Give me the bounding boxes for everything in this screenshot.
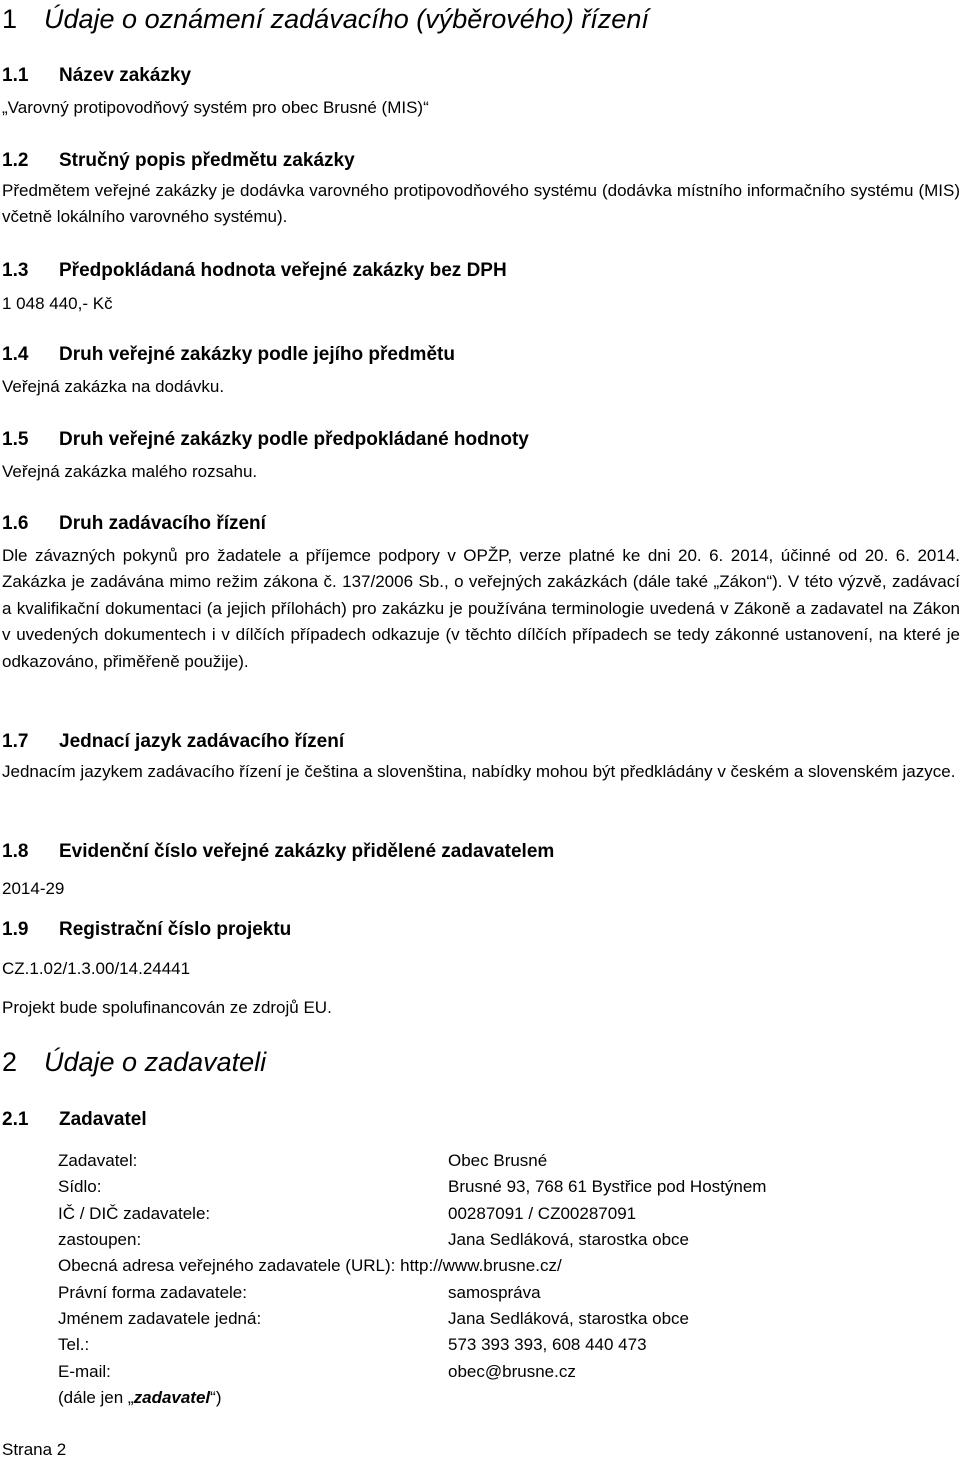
section-1-heading xyxy=(2,6,649,33)
section-2-1-heading xyxy=(2,1110,147,1129)
section-1-8-heading xyxy=(2,842,554,861)
row-value: Brusné 93, 768 61 Bystřice pod Hostýnem xyxy=(448,1177,767,1197)
registration-number: CZ.1.02/1.3.00/14.24441 xyxy=(2,959,191,978)
row-value: Obec Brusné xyxy=(448,1151,548,1171)
section-title: Druh veřejné zakázky podle předpokládané hodnoty xyxy=(59,429,529,450)
subject-description: Předmětem veřejné zakázky je dodávka varovného protipovodňového systému (dodávka místního informačního systému (MIS) včetně lokálního varovného systému). xyxy=(2,181,960,227)
section-number: 1.2 xyxy=(2,150,29,171)
row-value: Jana Sedláková, starostka obce xyxy=(448,1308,689,1328)
section-number: 1 xyxy=(2,4,18,34)
section-title: Předpokládaná hodnota veřejné zakázky bez DPH xyxy=(59,260,507,281)
row-value: samospráva xyxy=(448,1282,541,1302)
section-number: 1.1 xyxy=(2,65,29,86)
section-number: 1.3 xyxy=(2,260,29,281)
section-1-6-heading xyxy=(2,514,266,533)
url-value[interactable]: http://www.brusne.cz/ xyxy=(400,1256,562,1276)
evidence-number: 2014-29 xyxy=(2,879,65,898)
section-1-4-heading xyxy=(2,345,455,364)
section-title: Jednací jazyk zadávacího řízení xyxy=(59,731,345,752)
section-title: Stručný popis předmětu zakázky xyxy=(59,150,355,171)
dale-jen-row xyxy=(58,1385,766,1411)
table-row xyxy=(58,1385,766,1411)
section-title: Údaje o oznámení zadávacího (výběrového) řízení xyxy=(44,4,649,34)
row-label: Právní forma zadavatele: xyxy=(58,1282,247,1302)
section-title: Evidenční číslo veřejné zakázky přidělené zadavatelem xyxy=(59,841,555,862)
estimated-value: 1 048 440,- Kč xyxy=(2,294,113,313)
section-number: 1.5 xyxy=(2,429,29,450)
table-row xyxy=(58,1227,766,1253)
section-title: Údaje o zadavateli xyxy=(44,1047,267,1077)
table-row xyxy=(58,1358,766,1384)
section-title: Zadavatel xyxy=(59,1109,147,1130)
section-number: 1.9 xyxy=(2,919,29,940)
table-row xyxy=(58,1148,766,1174)
section-title: Druh veřejné zakázky podle jejího předmětu xyxy=(59,344,455,365)
dale-pre: (dále jen „ xyxy=(58,1387,134,1407)
contracting-authority-table xyxy=(58,1148,766,1411)
table-row xyxy=(58,1279,766,1305)
url-label: Obecná adresa veřejného zadavatele (URL): xyxy=(58,1256,396,1276)
procedure-type-text: Dle závazných pokynů pro žadatele a příjemce podpory v OPŽP, verze platné ke dni 20. 6. 2014, účinné od 20. 6. 2014. Zakázka je zadávána mimo režim zákona č. 137/2006 Sb., o veřejných zakázkách (dále také „Zákon“). V této výzvě, zadávací a kvalifikační dokumentaci (a jejich přílohách) pro zakázku je používána terminologie uvedená v Zákoně a zadavatel na Zákon v uvedených dokumentech i v dílčích případech odkazuje (v těchto dílčích případech se tedy zákonné ustanovení, na které je odkazováno, přiměřeně použije). xyxy=(2,546,960,671)
row-label: Jménem zadavatele jedná: xyxy=(58,1308,262,1328)
table-row xyxy=(58,1332,766,1358)
row-value[interactable]: obec@brusne.cz xyxy=(448,1361,576,1381)
section-number: 2.1 xyxy=(2,1109,29,1130)
section-number: 1.6 xyxy=(2,513,29,534)
cofinancing-note: Projekt bude spolufinancován ze zdrojů EU. xyxy=(2,998,332,1017)
row-label: E-mail: xyxy=(58,1361,111,1381)
section-title: Název zakázky xyxy=(59,65,192,86)
row-label: zastoupen: xyxy=(58,1230,142,1250)
row-label: Sídlo: xyxy=(58,1177,102,1197)
section-title: Registrační číslo projektu xyxy=(59,919,292,940)
row-label: IČ / DIČ zadavatele: xyxy=(58,1203,211,1223)
row-label: Zadavatel: xyxy=(58,1151,138,1171)
row-value: Jana Sedláková, starostka obce xyxy=(448,1230,689,1250)
section-1-2-heading xyxy=(2,151,355,170)
row-value: 00287091 / CZ00287091 xyxy=(448,1203,637,1223)
section-1-3-heading xyxy=(2,261,507,280)
row-value: 573 393 393, 608 440 473 xyxy=(448,1335,647,1355)
section-title: Druh zadávacího řízení xyxy=(59,513,266,534)
dale-word: zadavatel xyxy=(133,1387,211,1407)
contract-type-value: Veřejná zakázka malého rozsahu. xyxy=(2,462,258,481)
section-1-1-heading xyxy=(2,66,191,85)
section-2-heading xyxy=(2,1049,266,1076)
table-row xyxy=(58,1201,766,1227)
section-1-9-heading xyxy=(2,920,291,939)
table-row xyxy=(58,1306,766,1332)
section-number: 1.8 xyxy=(2,841,29,862)
page-number: Strana 2 xyxy=(2,1440,67,1459)
contract-name: „Varovný protipovodňový systém pro obec Brusné (MIS)“ xyxy=(2,98,429,117)
section-number: 1.4 xyxy=(2,344,29,365)
language-text: Jednacím jazykem zadávacího řízení je čeština a slovenština, nabídky mohou být předkládány v českém a slovenském jazyce. xyxy=(2,762,956,781)
section-1-7-heading xyxy=(2,732,344,751)
section-number: 1.7 xyxy=(2,731,29,752)
url-row xyxy=(58,1253,766,1279)
section-number: 2 xyxy=(2,1047,18,1077)
contract-type-subject: Veřejná zakázka na dodávku. xyxy=(2,377,225,396)
dale-post: “) xyxy=(210,1387,222,1407)
section-1-5-heading xyxy=(2,430,529,449)
table-row xyxy=(58,1174,766,1200)
row-label: Tel.: xyxy=(58,1335,90,1355)
table-row xyxy=(58,1253,766,1279)
